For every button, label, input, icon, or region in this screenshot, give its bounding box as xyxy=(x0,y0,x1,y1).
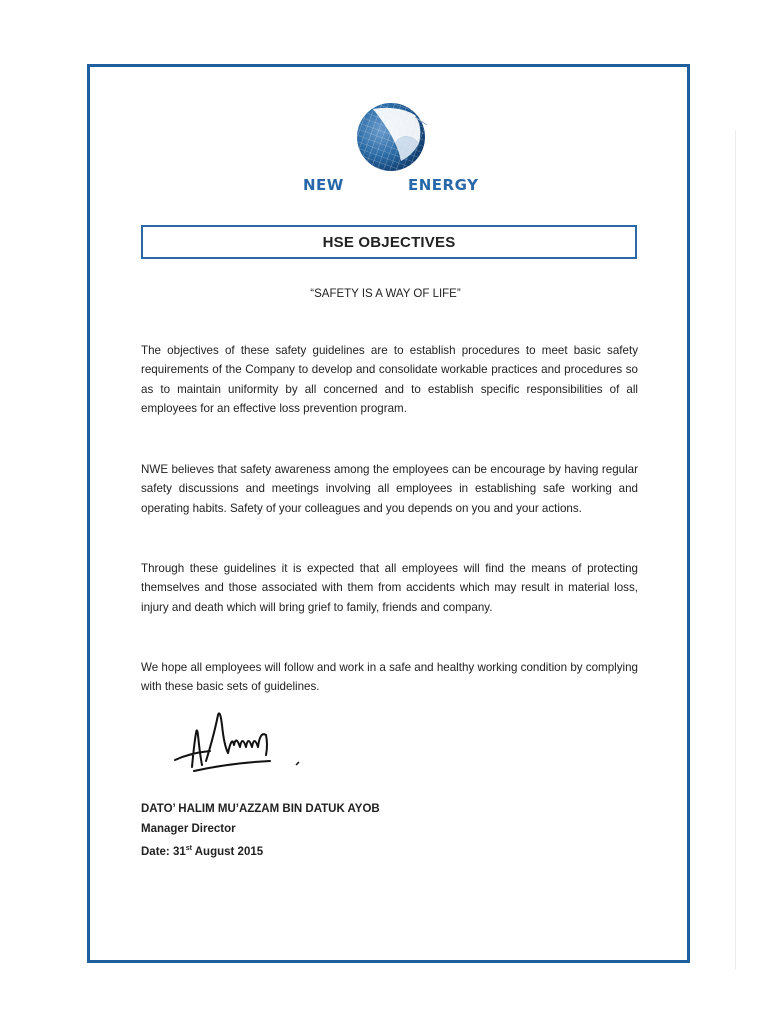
signatory-name: DATO’ HALIM MU’AZZAM BIN DATUK AYOB xyxy=(141,803,380,815)
paragraph-guidelines: Through these guidelines it is expected that all employees will find the means of protecting themselves and those associated with them from accidents which may result in material loss, injury and death which will bring grief to family, friends and company. xyxy=(141,562,638,614)
page-title: HSE OBJECTIVES xyxy=(322,233,456,251)
paragraph-objectives: The objectives of these safety guidelines are to establish procedures to meet basic safety requirements of the Company to develop and consolidate workable practices and procedures so as to maintain uniformity by all concerned and to establish specific responsibilities of all employees for an effective loss prevention program. xyxy=(141,344,638,415)
signature-date xyxy=(141,839,380,862)
company-logo xyxy=(300,90,485,195)
motto: “SAFETY IS A WAY OF LIFE” xyxy=(310,288,461,300)
signature-block xyxy=(141,800,380,862)
scan-artifact-line xyxy=(735,130,736,970)
globe-icon xyxy=(353,95,433,175)
title-box xyxy=(141,225,637,259)
date-day: Date: 31 xyxy=(141,845,186,858)
logo-text-energy: ENERGY xyxy=(408,176,479,194)
paragraph-awareness: NWE believes that safety awareness among the employees can be encourage by having regular safety discussions and meetings involving all employees in establishing safe working and operating habits. Safety of your colleagues and you depends on you and your actions. xyxy=(141,463,638,515)
logo-text-new: NEW xyxy=(303,176,344,194)
signature-icon xyxy=(170,705,310,780)
date-ordinal: st xyxy=(185,845,192,852)
paragraph-hope: We hope all employees will follow and work in a safe and healthy working condition by complying with these basic sets of guidelines. xyxy=(141,661,638,694)
date-month-year: August 2015 xyxy=(191,845,264,858)
signatory-position: Manager Director xyxy=(141,822,236,835)
